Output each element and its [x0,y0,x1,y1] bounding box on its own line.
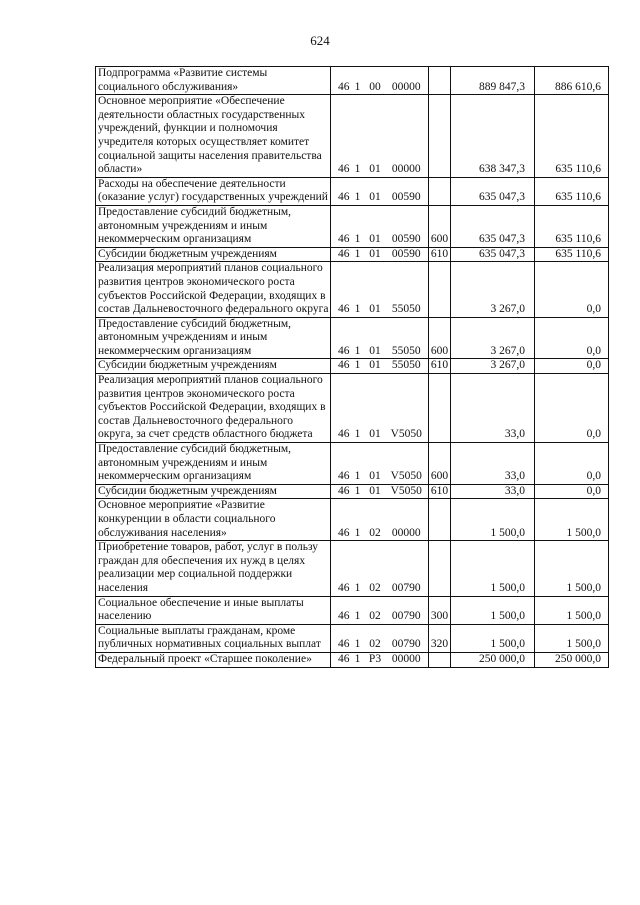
amount-year2-cell: 635 110,6 [535,177,609,205]
expense-type-cell [429,652,451,667]
row-name-cell: Основное мероприятие «Развитие конкуренции в области социального обслуживания населения» [96,499,331,541]
amount-year1-cell: 1 500,0 [451,596,535,624]
amount-year2-cell: 1 500,0 [535,541,609,596]
table-row [96,317,609,359]
table-row [96,205,609,247]
table-row [96,624,609,652]
subprogram-code-cell: 1 [351,95,365,178]
row-name-cell: Предоставление субсидий бюджетным, автономным учреждениям и иным некоммерческим организациям [96,443,331,485]
row-name-cell: Федеральный проект «Старшее поколение» [96,652,331,667]
table-row [96,541,609,596]
program-code-cell: 46 [331,95,351,178]
main-event-code-cell: 02 [365,541,386,596]
subprogram-code-cell: 1 [351,374,365,443]
program-code-cell: 46 [331,205,351,247]
subprogram-code-cell: 1 [351,484,365,499]
amount-year2-cell: 1 500,0 [535,624,609,652]
table-row [96,499,609,541]
direction-code-cell: 00790 [386,541,429,596]
main-event-code-cell: 01 [365,262,386,317]
row-name-cell: Реализация мероприятий планов социального развития центров экономического роста субъектов Российской Федерации, входящих в состав Дальневосточного федерального округа [96,262,331,317]
expense-type-cell [429,374,451,443]
subprogram-code-cell: 1 [351,359,365,374]
subprogram-code-cell: 1 [351,499,365,541]
expense-type-cell: 610 [429,247,451,262]
direction-code-cell: V5050 [386,443,429,485]
amount-year1-cell: 250 000,0 [451,652,535,667]
row-name-cell: Субсидии бюджетным учреждениям [96,484,331,499]
amount-year2-cell: 886 610,6 [535,67,609,95]
row-name-cell: Подпрограмма «Развитие системы социального обслуживания» [96,67,331,95]
page-number: 624 [310,33,330,48]
budget-table [95,66,609,668]
row-name-cell: Приобретение товаров, работ, услуг в пользу граждан для обеспечения их нужд в целях реализации мер социальной поддержки населения [96,541,331,596]
amount-year1-cell: 1 500,0 [451,499,535,541]
expense-type-cell: 300 [429,596,451,624]
row-name-cell: Расходы на обеспечение деятельности (оказание услуг) государственных учреждений [96,177,331,205]
amount-year1-cell: 3 267,0 [451,262,535,317]
program-code-cell: 46 [331,541,351,596]
program-code-cell: 46 [331,443,351,485]
table-row [96,374,609,443]
expense-type-cell: 610 [429,359,451,374]
amount-year1-cell: 1 500,0 [451,624,535,652]
direction-code-cell: V5050 [386,374,429,443]
main-event-code-cell: 01 [365,205,386,247]
expense-type-cell: 600 [429,443,451,485]
subprogram-code-cell: 1 [351,596,365,624]
amount-year1-cell: 33,0 [451,443,535,485]
program-code-cell: 46 [331,317,351,359]
direction-code-cell: 00790 [386,624,429,652]
direction-code-cell: 00590 [386,247,429,262]
amount-year2-cell: 0,0 [535,484,609,499]
direction-code-cell: 55050 [386,262,429,317]
amount-year2-cell: 635 110,6 [535,205,609,247]
main-event-code-cell: 01 [365,484,386,499]
direction-code-cell: 00000 [386,95,429,178]
direction-code-cell: V5050 [386,484,429,499]
program-code-cell: 46 [331,247,351,262]
program-code-cell: 46 [331,359,351,374]
expense-type-cell [429,177,451,205]
amount-year2-cell: 1 500,0 [535,596,609,624]
row-name-cell: Социальное обеспечение и иные выплаты населению [96,596,331,624]
table-row [96,95,609,178]
amount-year1-cell: 635 047,3 [451,177,535,205]
main-event-code-cell: P3 [365,652,386,667]
row-name-cell: Основное мероприятие «Обеспечение деятельности областных государственных учреждений, функции и полномочия учредителя которых осуществляет комитет социальной защиты населения правительства области» [96,95,331,178]
subprogram-code-cell: 1 [351,624,365,652]
program-code-cell: 46 [331,262,351,317]
expense-type-cell [429,95,451,178]
main-event-code-cell: 00 [365,67,386,95]
main-event-code-cell: 01 [365,177,386,205]
expense-type-cell [429,262,451,317]
amount-year1-cell: 889 847,3 [451,67,535,95]
amount-year2-cell: 0,0 [535,374,609,443]
row-name-cell: Субсидии бюджетным учреждениям [96,359,331,374]
subprogram-code-cell: 1 [351,247,365,262]
amount-year2-cell: 0,0 [535,359,609,374]
amount-year1-cell: 33,0 [451,484,535,499]
expense-type-cell: 600 [429,205,451,247]
amount-year1-cell: 638 347,3 [451,95,535,178]
expense-type-cell: 320 [429,624,451,652]
main-event-code-cell: 01 [365,374,386,443]
subprogram-code-cell: 1 [351,652,365,667]
direction-code-cell: 00590 [386,205,429,247]
amount-year2-cell: 635 110,6 [535,95,609,178]
subprogram-code-cell: 1 [351,177,365,205]
amount-year2-cell: 250 000,0 [535,652,609,667]
amount-year1-cell: 3 267,0 [451,359,535,374]
direction-code-cell: 00590 [386,177,429,205]
direction-code-cell: 55050 [386,317,429,359]
budget-rows [96,67,609,668]
row-name-cell: Предоставление субсидий бюджетным, автономным учреждениям и иным некоммерческим организациям [96,205,331,247]
expense-type-cell [429,541,451,596]
subprogram-code-cell: 1 [351,541,365,596]
amount-year2-cell: 635 110,6 [535,247,609,262]
table-row [96,359,609,374]
table-row [96,67,609,95]
program-code-cell: 46 [331,484,351,499]
row-name-cell: Субсидии бюджетным учреждениям [96,247,331,262]
amount-year2-cell: 0,0 [535,443,609,485]
direction-code-cell: 00790 [386,596,429,624]
subprogram-code-cell: 1 [351,262,365,317]
subprogram-code-cell: 1 [351,205,365,247]
table-row [96,443,609,485]
program-code-cell: 46 [331,177,351,205]
main-event-code-cell: 02 [365,499,386,541]
program-code-cell: 46 [331,499,351,541]
main-event-code-cell: 02 [365,596,386,624]
amount-year1-cell: 1 500,0 [451,541,535,596]
amount-year2-cell: 0,0 [535,317,609,359]
program-code-cell: 46 [331,596,351,624]
expense-type-cell: 600 [429,317,451,359]
main-event-code-cell: 01 [365,443,386,485]
amount-year1-cell: 3 267,0 [451,317,535,359]
table-row [96,652,609,667]
main-event-code-cell: 02 [365,624,386,652]
expense-type-cell [429,499,451,541]
program-code-cell: 46 [331,374,351,443]
amount-year1-cell: 635 047,3 [451,205,535,247]
table-row [96,177,609,205]
expense-type-cell [429,67,451,95]
expense-type-cell: 610 [429,484,451,499]
amount-year2-cell: 0,0 [535,262,609,317]
row-name-cell: Социальные выплаты гражданам, кроме публичных нормативных социальных выплат [96,624,331,652]
main-event-code-cell: 01 [365,359,386,374]
table-row [96,262,609,317]
table-row [96,247,609,262]
subprogram-code-cell: 1 [351,443,365,485]
table-row [96,596,609,624]
subprogram-code-cell: 1 [351,317,365,359]
subprogram-code-cell: 1 [351,67,365,95]
main-event-code-cell: 01 [365,247,386,262]
amount-year1-cell: 635 047,3 [451,247,535,262]
main-event-code-cell: 01 [365,317,386,359]
direction-code-cell: 55050 [386,359,429,374]
direction-code-cell: 00000 [386,499,429,541]
row-name-cell: Реализация мероприятий планов социального развития центров экономического роста субъектов Российской Федерации, входящих в состав Дальневосточного федерального округа, за счет средств областного бюджета [96,374,331,443]
amount-year1-cell: 33,0 [451,374,535,443]
program-code-cell: 46 [331,652,351,667]
program-code-cell: 46 [331,67,351,95]
amount-year2-cell: 1 500,0 [535,499,609,541]
main-event-code-cell: 01 [365,95,386,178]
program-code-cell: 46 [331,624,351,652]
direction-code-cell: 00000 [386,652,429,667]
row-name-cell: Предоставление субсидий бюджетным, автономным учреждениям и иным некоммерческим организациям [96,317,331,359]
direction-code-cell: 00000 [386,67,429,95]
table-row [96,484,609,499]
